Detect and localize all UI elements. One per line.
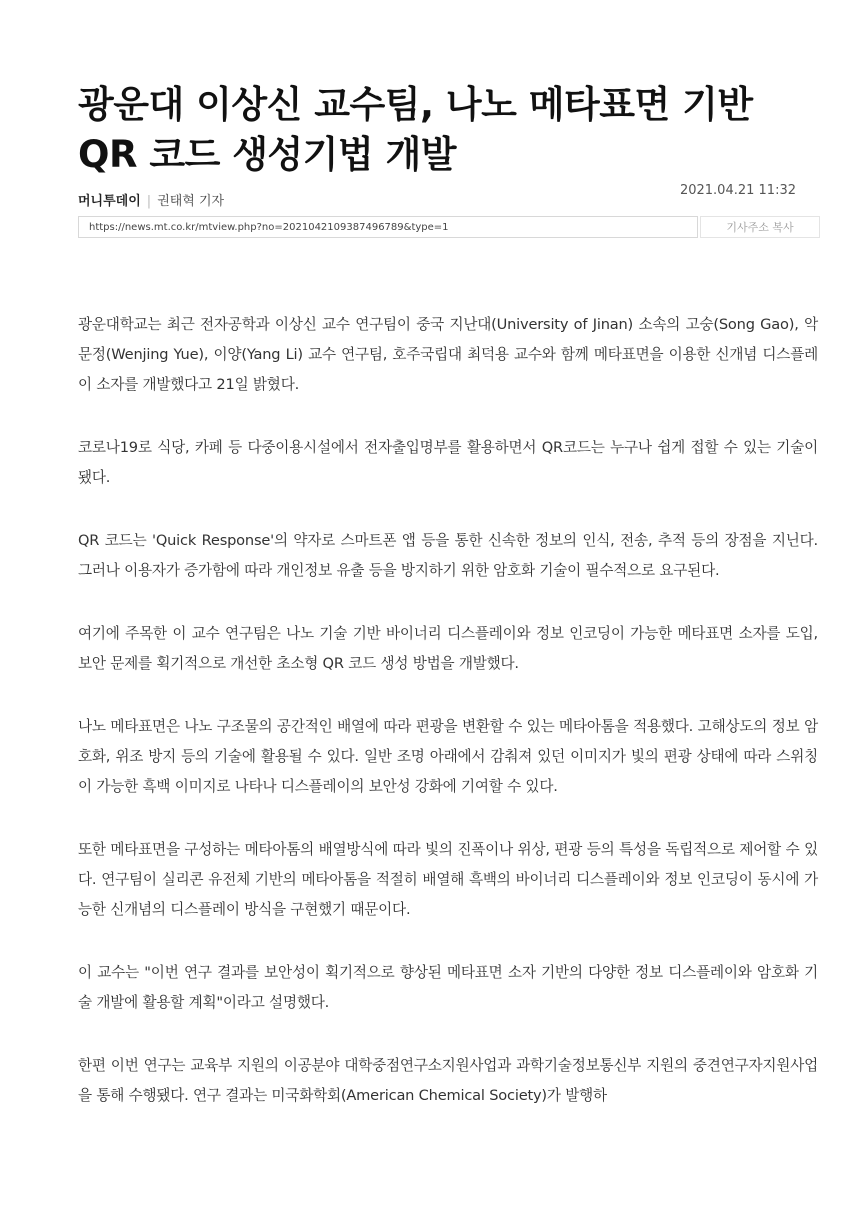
article-url-field[interactable] <box>78 216 698 238</box>
article-paragraph: 광운대학교는 최근 전자공학과 이상신 교수 연구팀이 중국 지난대(University of Jinan) 소속의 고숭(Song Gao), 악문정(Wenjing Yue), 이양(Yang Li) 교수 연구팀, 호주국립대 최덕용 교수와 함께 메타표면을 이용한 신개념 디스플레이 소자를 개발했다고 21일 밝혔다. <box>78 316 818 393</box>
meta-separator: | <box>146 194 152 209</box>
article-meta <box>78 183 818 210</box>
article-url-row <box>78 216 820 238</box>
article-paragraph: 코로나19로 식당, 카페 등 다중이용시설에서 전자출입명부를 활용하면서 QR코드는 누구나 쉽게 접할 수 있는 기술이 됐다. <box>78 439 818 486</box>
article-body <box>78 310 818 1144</box>
press-name[interactable]: 머니투데이 <box>78 194 141 209</box>
reporter-name: 권태혁 기자 <box>157 194 225 209</box>
copy-url-button[interactable]: 기사주소 복사 <box>700 216 820 238</box>
article-paragraph: 또한 메타표면을 구성하는 메타아톰의 배열방식에 따라 빛의 진폭이나 위상, 편광 등의 특성을 독립적으로 제어할 수 있다. 연구팀이 실리콘 유전체 기반의 메타아톰을 적절히 배열해 흑백의 바이너리 디스플레이와 정보 인코딩이 동시에 가능한 신개념의 디스플레이 방식을 구현했기 때문이다. <box>78 841 818 918</box>
article-paragraph: 이 교수는 "이번 연구 결과를 보안성이 획기적으로 향상된 메타표면 소자 기반의 다양한 정보 디스플레이와 암호화 기술 개발에 활용할 계획"이라고 설명했다. <box>78 964 818 1011</box>
article-paragraph: 여기에 주목한 이 교수 연구팀은 나노 기술 기반 바이너리 디스플레이와 정보 인코딩이 가능한 메타표면 소자를 도입, 보안 문제를 획기적으로 개선한 초소형 QR 코드 생성 방법을 개발했다. <box>78 625 818 672</box>
article-headline: 광운대 이상신 교수팀, 나노 메타표면 기반 QR 코드 생성기법 개발 <box>78 83 753 176</box>
article-paragraph: QR 코드는 'Quick Response'의 약자로 스마트폰 앱 등을 통한 신속한 정보의 인식, 전송, 추적 등의 장점을 지닌다. 그러나 이용자가 증가함에 따라 개인정보 유출 등을 방지하기 위한 암호화 기술이 필수적으로 요구된다. <box>78 532 818 579</box>
publish-date: 2021.04.21 11:32 <box>679 183 796 198</box>
article-paragraph: 한편 이번 연구는 교육부 지원의 이공분야 대학중점연구소지원사업과 과학기술정보통신부 지원의 중견연구자지원사업을 통해 수행됐다. 연구 결과는 미국화학회(American Chemical Society)가 발행하 <box>78 1057 818 1104</box>
article-paragraph: 나노 메타표면은 나노 구조물의 공간적인 배열에 따라 편광을 변환할 수 있는 메타아톰을 적용했다. 고해상도의 정보 암호화, 위조 방지 등의 기술에 활용될 수 있다. 일반 조명 아래에서 감춰져 있던 이미지가 빛의 편광 상태에 따라 스위칭이 가능한 흑백 이미지로 나타나 디스플레이의 보안성 강화에 기여할 수 있다. <box>78 718 818 795</box>
